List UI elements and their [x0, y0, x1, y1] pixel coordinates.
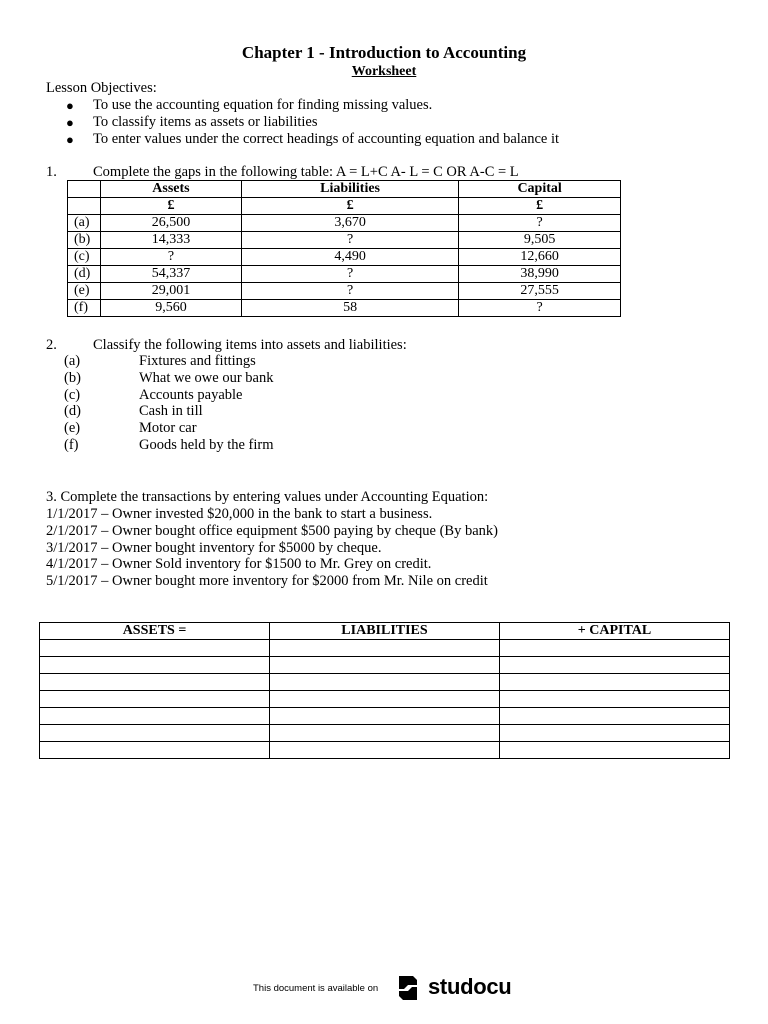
liabilities-cell: ?	[241, 266, 458, 283]
bullet-icon: ●	[66, 132, 74, 147]
assets-entry-cell[interactable]	[40, 725, 270, 742]
capital-cell: 9,505	[459, 232, 621, 249]
currency-symbol: £	[101, 198, 242, 215]
capital-entry-cell[interactable]	[500, 657, 730, 674]
liabilities-cell: 4,490	[241, 249, 458, 266]
studocu-logo-icon[interactable]	[393, 973, 423, 1008]
assets-entry-cell[interactable]	[40, 657, 270, 674]
objectives-list	[66, 97, 559, 148]
liabilities-cell: 3,670	[241, 215, 458, 232]
transaction-item: 3/1/2017 – Owner bought inventory for $5000 by cheque.	[46, 540, 382, 556]
assets-cell: 29,001	[101, 283, 242, 300]
assets-cell: 14,333	[101, 232, 242, 249]
assets-entry-cell[interactable]	[40, 708, 270, 725]
q2-text: Classify the following items into assets and liabilities:	[93, 337, 407, 353]
liabilities-entry-cell[interactable]	[270, 742, 500, 759]
table-row	[68, 215, 621, 232]
liabilities-cell: ?	[241, 232, 458, 249]
q1-text: Complete the gaps in the following table: A = L+C A- L = C OR A-C = L	[93, 164, 519, 180]
assets-cell: 26,500	[101, 215, 242, 232]
gaps-table	[67, 180, 621, 317]
transaction-item: 4/1/2017 – Owner Sold inventory for $1500 to Mr. Grey on credit.	[46, 556, 432, 572]
objective-item: ● To use the accounting equation for finding missing values.	[66, 97, 433, 113]
assets-entry-cell[interactable]	[40, 640, 270, 657]
capital-entry-cell[interactable]	[500, 742, 730, 759]
capital-entry-cell[interactable]	[500, 674, 730, 691]
bullet-icon: ●	[66, 115, 74, 130]
assets-entry-cell[interactable]	[40, 674, 270, 691]
transaction-item: 1/1/2017 – Owner invested $20,000 in the bank to start a business.	[46, 506, 433, 522]
row-label: (d)	[68, 266, 101, 283]
assets-cell: 54,337	[101, 266, 242, 283]
table-header	[68, 198, 101, 215]
capital-entry-cell[interactable]	[500, 725, 730, 742]
capital-cell: ?	[459, 300, 621, 317]
table-row	[40, 640, 730, 657]
document-subtitle: Worksheet	[351, 64, 417, 79]
currency-symbol: £	[459, 198, 621, 215]
q3-text: 3. Complete the transactions by entering values under Accounting Equation:	[46, 489, 489, 505]
liabilities-entry-cell[interactable]	[270, 708, 500, 725]
table-row	[68, 300, 621, 317]
row-label: (b)	[68, 232, 101, 249]
table-row	[40, 691, 730, 708]
table-header: Liabilities	[241, 181, 458, 198]
document-title: Chapter 1 - Introduction to Accounting	[241, 43, 527, 62]
objective-item: ● To classify items as assets or liabilities	[66, 114, 318, 130]
capital-entry-cell[interactable]	[500, 708, 730, 725]
capital-cell: 38,990	[459, 266, 621, 283]
objective-item: ● To enter values under the correct headings of accounting equation and balance it	[66, 131, 560, 147]
table-header: LIABILITIES	[270, 623, 500, 640]
liabilities-entry-cell[interactable]	[270, 725, 500, 742]
table-header: Capital	[459, 181, 621, 198]
table-row	[40, 742, 730, 759]
liabilities-entry-cell[interactable]	[270, 640, 500, 657]
q2-number: 2.	[46, 337, 57, 353]
row-label: (a)	[68, 215, 101, 232]
assets-cell: 9,560	[101, 300, 242, 317]
row-label: (f)	[68, 300, 101, 317]
transaction-item: 2/1/2017 – Owner bought office equipment $500 paying by cheque (By bank)	[46, 523, 498, 539]
assets-cell: ?	[101, 249, 242, 266]
liabilities-entry-cell[interactable]	[270, 657, 500, 674]
liabilities-entry-cell[interactable]	[270, 674, 500, 691]
q1-number: 1.	[46, 164, 57, 180]
transaction-item: 5/1/2017 – Owner bought more inventory for $2000 from Mr. Nile on credit	[46, 573, 488, 589]
table-header: Assets	[101, 181, 242, 198]
table-header: + CAPITAL	[500, 623, 730, 640]
assets-entry-cell[interactable]	[40, 742, 270, 759]
currency-symbol: £	[241, 198, 458, 215]
capital-entry-cell[interactable]	[500, 691, 730, 708]
liabilities-cell: 58	[241, 300, 458, 317]
table-row	[40, 725, 730, 742]
table-row	[68, 266, 621, 283]
studocu-brand[interactable]: studocu	[428, 974, 512, 999]
capital-entry-cell[interactable]	[500, 640, 730, 657]
accounting-equation-table	[39, 622, 730, 759]
capital-cell: 27,555	[459, 283, 621, 300]
table-row	[40, 674, 730, 691]
table-header: ASSETS =	[40, 623, 270, 640]
table-header-row	[68, 181, 621, 198]
liabilities-cell: ?	[241, 283, 458, 300]
table-row	[68, 232, 621, 249]
capital-cell: 12,660	[459, 249, 621, 266]
table-row	[68, 283, 621, 300]
table-row	[40, 657, 730, 674]
row-label: (e)	[68, 283, 101, 300]
table-row	[40, 708, 730, 725]
footer-text: This document is available on	[253, 983, 379, 994]
currency-row	[68, 198, 621, 215]
table-header	[68, 181, 101, 198]
liabilities-entry-cell[interactable]	[270, 691, 500, 708]
assets-entry-cell[interactable]	[40, 691, 270, 708]
table-row	[68, 249, 621, 266]
row-label: (c)	[68, 249, 101, 266]
table-header-row	[40, 623, 730, 640]
objectives-heading: Lesson Objectives:	[46, 80, 157, 96]
bullet-icon: ●	[66, 98, 74, 113]
capital-cell: ?	[459, 215, 621, 232]
